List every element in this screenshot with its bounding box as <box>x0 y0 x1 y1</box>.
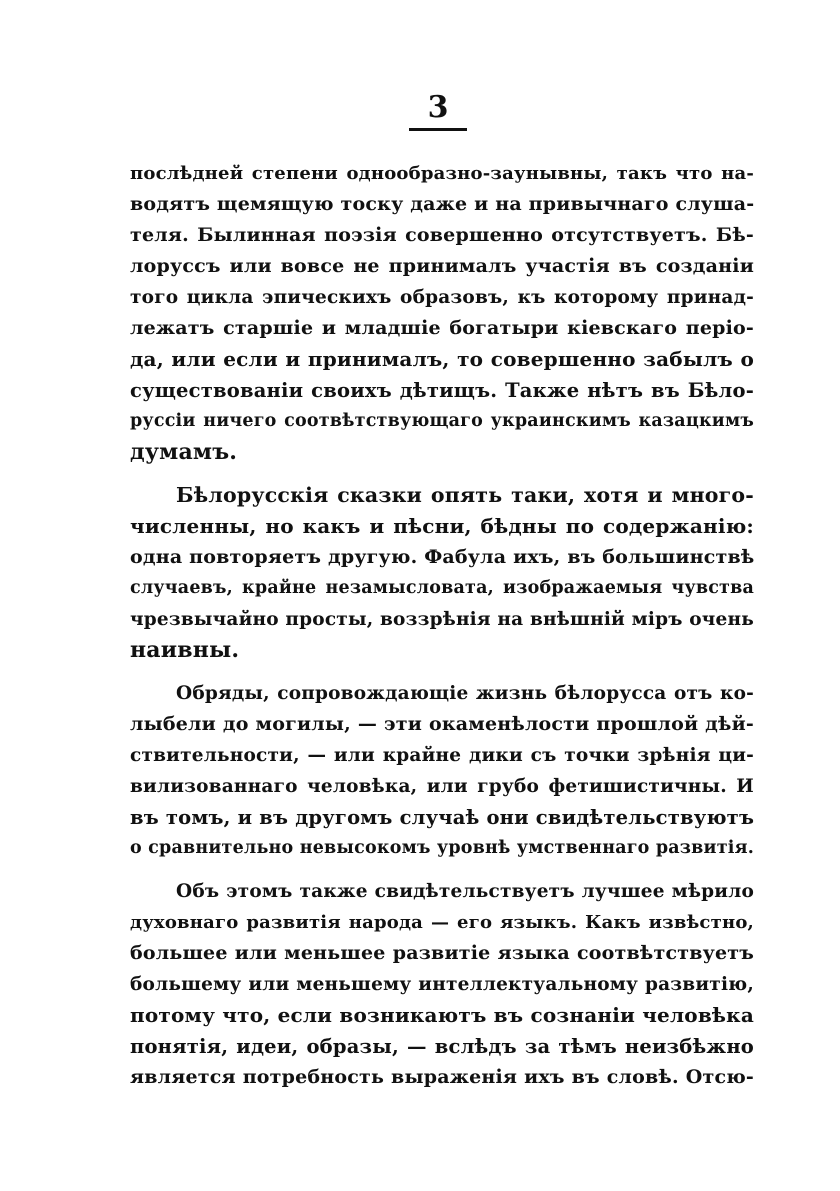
text-line: лежатъ старшіе и младшіе богатыри кіевскаго періо- <box>130 317 754 339</box>
text-line: послѣдней степени однообразно-заунывны, такъ что на- <box>130 163 754 184</box>
page-number: 3 <box>427 90 449 125</box>
text-line: большее или меньшее развитіе языка соотвѣтствуетъ <box>130 942 754 964</box>
text-line: вилизованнаго человѣка, или грубо фетишистичны. И <box>130 776 754 797</box>
text-line: численны, но какъ и пѣсни, бѣдны по содержанію: <box>130 514 754 538</box>
text-line: одна повторяетъ другую. Фабула ихъ, въ большинствѣ <box>130 546 755 568</box>
text-line: о сравнительно невысокомъ уровнѣ умственнаго развитія. <box>130 838 755 858</box>
text-line: Объ этомъ также свидѣтельствуетъ лучшее мѣрило <box>176 881 754 902</box>
body-text <box>130 158 754 1093</box>
text-line: ствительности, — или крайне дики съ точки зрѣнія ци- <box>130 745 754 766</box>
text-line: того цикла эпическихъ образовъ, къ которому принад- <box>130 287 754 308</box>
text-line: чрезвычайно просты, воззрѣнія на внѣшній міръ очень <box>130 609 755 630</box>
paragraph-gap <box>130 468 754 480</box>
paragraph-4 <box>130 876 754 1093</box>
text-line: думамъ. <box>130 439 238 465</box>
paragraph-gap <box>130 666 754 678</box>
text-line: духовнаго развитія народа — его языкъ. Какъ извѣстно, <box>130 912 754 933</box>
text-line: большему или меньшему интеллектуальному развитію, <box>130 974 754 995</box>
text-line: понятія, идеи, образы, — вслѣдъ за тѣмъ неизбѣжно <box>130 1035 754 1058</box>
text-line: лоруссъ или вовсе не принималъ участія въ созданіи <box>130 255 754 277</box>
text-line: является потребность выраженія ихъ въ словѣ. Отсю- <box>130 1066 754 1088</box>
paragraph-gap <box>130 864 754 876</box>
paragraph-1 <box>130 158 754 468</box>
text-line: теля. Былинная поэзія совершенно отсутствуетъ. Бѣ- <box>130 224 754 246</box>
paragraph-2 <box>130 480 754 666</box>
paragraph-3 <box>130 678 754 864</box>
text-line: Обряды, сопровождающіе жизнь бѣлорусса отъ ко- <box>176 683 754 704</box>
text-line: руссіи ничего соотвѣтствующаго украинскимъ казацкимъ <box>130 411 754 431</box>
text-line: лыбели до могилы, — эти окаменѣлости прошлой дѣй- <box>130 713 754 735</box>
page-number-rule <box>409 128 467 131</box>
text-line: случаевъ, крайне незамысловата, изображаемыя чувства <box>130 578 754 598</box>
text-line: наивны. <box>130 637 240 663</box>
text-line: въ томъ, и въ другомъ случаѣ они свидѣтельствуютъ <box>130 806 755 829</box>
text-line: существованіи своихъ дѣтищъ. Также нѣтъ въ Бѣло- <box>130 379 754 402</box>
text-line: водятъ щемящую тоску даже и на привычнаго слуша- <box>130 193 755 215</box>
text-line: потому что, если возникаютъ въ сознаніи человѣка <box>130 1003 754 1027</box>
text-line: да, или если и принималъ, то совершенно забылъ о <box>130 347 754 371</box>
text-line: Бѣлорусскія сказки опять таки, хотя и много- <box>176 483 754 507</box>
